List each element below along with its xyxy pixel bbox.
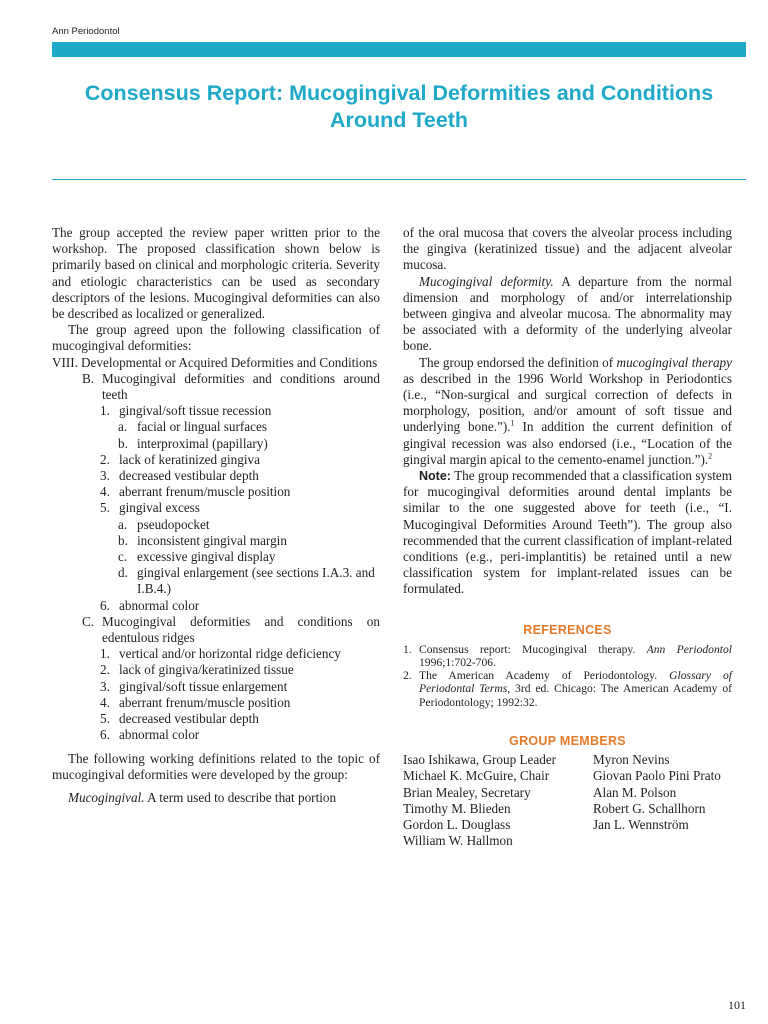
outline-item-text: gingival excess (119, 500, 200, 516)
outline-item-number: 2. (100, 451, 110, 467)
outline-item-number: c. (118, 549, 128, 565)
reference-text: The American Academy of Periodontology. (419, 669, 670, 683)
members-column-2 (593, 752, 721, 849)
group-member: Jan L. Wennström (593, 816, 689, 832)
outline-item-number: b. (118, 435, 128, 451)
term-mucogingival-therapy: mucogingival therapy (616, 354, 732, 370)
outline-item-number: 5. (100, 500, 110, 516)
definition-mucogingival-text: A term used to describe that portion (144, 789, 337, 805)
outline-item (52, 355, 380, 371)
outline-item-number: b. (118, 532, 128, 548)
outline-item (52, 614, 380, 646)
outline-item (52, 533, 380, 549)
group-members-heading: GROUP MEMBERS (509, 733, 626, 748)
outline-item-number: C. (82, 613, 95, 629)
outline-item (52, 549, 380, 565)
outline-item-text: inconsistent gingival margin (137, 532, 287, 548)
definitions-intro: The following working definitions related to the topic of mucogingival deformities were developed by the group: (52, 750, 380, 782)
outline-item-text: Mucogingival deformities and conditions on edentulous ridges (102, 613, 380, 646)
reference-number: 2. (403, 669, 412, 683)
therapy-text-a: The group endorsed the definition of (419, 354, 617, 370)
reference-journal: Ann Periodontol (646, 642, 732, 656)
outline-item-number: 6. (100, 727, 110, 743)
outline-item-text: lack of keratinized gingiva (119, 451, 260, 467)
outline-item (52, 695, 380, 711)
outline-item-number: 1. (100, 403, 110, 419)
definition-deformity-text: A departure from the normal dimension and morphology of and/or interrelationship between gingiva and alveolar mucosa. The abnormality may be associated with a deformity of the underlying alveolar bone. (403, 273, 732, 354)
outline-item-text: pseudopocket (137, 516, 210, 532)
outline-item-text: gingival/soft tissue enlargement (119, 678, 288, 694)
page-title (52, 80, 746, 134)
outline-item-text: decreased vestibular depth (119, 468, 259, 484)
outline-item (52, 711, 380, 727)
outline-item (52, 565, 380, 597)
outline-item (52, 679, 380, 695)
outline-item (52, 419, 380, 435)
outline-item (52, 727, 380, 743)
right-column (403, 225, 732, 849)
note-label: Note: (419, 469, 451, 484)
outline-item (52, 484, 380, 500)
outline-item-number: 6. (100, 597, 110, 613)
definition-mucogingival-deformity (403, 274, 732, 355)
reference-item (403, 669, 732, 709)
outline-item (52, 452, 380, 468)
therapy-text-c: In addition the current definition of gingival recession was also endorsed (i.e., “Location of the gingival margin apical to the cemento-enamel junction.”). (403, 419, 733, 467)
reference-text: Consensus report: Mucogingival therapy. (419, 642, 647, 656)
page-number: 101 (728, 998, 746, 1012)
intro-paragraph: The group accepted the review paper written prior to the workshop. The proposed classification shown below is primarily based on clinical and morphologic criteria. Severity and etiologic characteristics can be used as secondary descriptors of the lesions. Mucogingival deformities can also be described as localized or generalized. (52, 225, 380, 322)
outline-item-text: abnormal color (119, 597, 200, 613)
outline-item-text: interproximal (papillary) (137, 435, 268, 451)
outline-item (52, 517, 380, 533)
references-heading: REFERENCES (523, 622, 612, 637)
term-mucogingival: Mucogingival. (68, 789, 145, 805)
outline-item-text: aberrant frenum/muscle position (119, 694, 291, 710)
outline-item-number: a. (118, 419, 128, 435)
running-head: Ann Periodontol (52, 26, 120, 37)
definition-mucogingival (52, 790, 380, 806)
title-rule (52, 179, 746, 180)
title-line-2: Around Teeth (329, 108, 469, 132)
reference-journal: Glossary of Periodontal Terms, (419, 669, 732, 696)
therapy-paragraph (403, 355, 732, 468)
outline-item (52, 371, 380, 403)
definition-continued: of the oral mucosa that covers the alveolar process including the gingiva (keratinized tissue) and the adjacent alveolar mucosa. (403, 225, 732, 273)
outline-item-text: decreased vestibular depth (119, 711, 259, 727)
outline-item-text: lack of gingiva/keratinized tissue (119, 662, 294, 678)
group-members-list (403, 752, 732, 849)
reference-list (403, 643, 732, 709)
note-text: The group recommended that a classification system for mucogingival deformities around dental implants be similar to the one suggested above for teeth (i.e., “I. Mucogingival Deformities Around Teeth”). The group also recommended that the current classification of implant-related conditions (e.g., peri-implantitis) be retained until a new classification system for implant-related issues can be formulated. (403, 468, 732, 597)
group-member: Brian Mealey, Secretary (403, 784, 531, 800)
outline-item (52, 500, 380, 516)
outline-item-number: 3. (100, 678, 110, 694)
outline-item-text: excessive gingival display (137, 549, 276, 565)
term-mucogingival-deformity: Mucogingival deformity. (419, 273, 554, 289)
outline-item (52, 646, 380, 662)
reference-citation: 1996;1:702-706. (419, 656, 496, 670)
outline-item-number: d. (118, 565, 128, 581)
classification-outline (52, 355, 380, 744)
group-member: Robert G. Schallhorn (593, 800, 706, 816)
citation-1: 1 (510, 419, 515, 429)
outline-item-number: 1. (100, 646, 110, 662)
outline-item-number: 4. (100, 694, 110, 710)
outline-item (52, 436, 380, 452)
group-member: Timothy M. Blieden (403, 800, 511, 816)
outline-item-text: Developmental or Acquired Deformities and Conditions (81, 354, 378, 370)
note-paragraph (403, 468, 732, 598)
classification-intro: The group agreed upon the following classification of mucogingival deformities: (52, 322, 380, 354)
outline-item-text: facial or lingual surfaces (137, 419, 267, 435)
therapy-text-b: as described in the 1996 World Workshop in Periodontics (i.e., “Non-surgical and surgical correction of defects in morphology, position, and/or amount of soft tissue and underlying bone.”). (403, 370, 732, 435)
outline-item-text: Mucogingival deformities and conditions around teeth (102, 370, 380, 403)
outline-item-number: 3. (100, 468, 110, 484)
outline-item-number: 2. (100, 662, 110, 678)
outline-item-text: vertical and/or horizontal ridge deficiency (119, 646, 341, 662)
title-line-1: Consensus Report: Mucogingival Deformities and Conditions (84, 81, 714, 105)
header-accent-bar (52, 42, 746, 57)
citation-2: 2 (708, 451, 713, 461)
group-member: Isao Ishikawa, Group Leader (403, 752, 557, 768)
members-column-1 (403, 752, 593, 849)
outline-item-number: B. (82, 370, 95, 386)
outline-item (52, 598, 380, 614)
group-member: Giovan Paolo Pini Prato (593, 768, 721, 784)
reference-citation: 3rd ed. Chicago: The American Academy of Periodontology; 1992:32. (419, 682, 732, 709)
outline-item-text: gingival enlargement (see sections I.A.3. and I.B.4.) (137, 565, 375, 597)
outline-item-text: abnormal color (119, 727, 200, 743)
group-member: Alan M. Polson (593, 784, 677, 800)
group-member: Gordon L. Douglass (403, 816, 511, 832)
outline-item-number: 5. (100, 711, 110, 727)
outline-item (52, 468, 380, 484)
outline-item (52, 403, 380, 419)
group-member: Myron Nevins (593, 752, 670, 768)
left-column (52, 225, 380, 806)
reference-item (403, 643, 732, 669)
outline-item-text: aberrant frenum/muscle position (119, 484, 291, 500)
group-member: William W. Hallmon (403, 833, 513, 849)
outline-item (52, 662, 380, 678)
outline-item-number: 4. (100, 484, 110, 500)
outline-item-number: VIII. (52, 354, 78, 370)
outline-item-text: gingival/soft tissue recession (119, 403, 272, 419)
outline-item-number: a. (118, 516, 128, 532)
group-member: Michael K. McGuire, Chair (403, 768, 550, 784)
reference-number: 1. (403, 642, 412, 656)
